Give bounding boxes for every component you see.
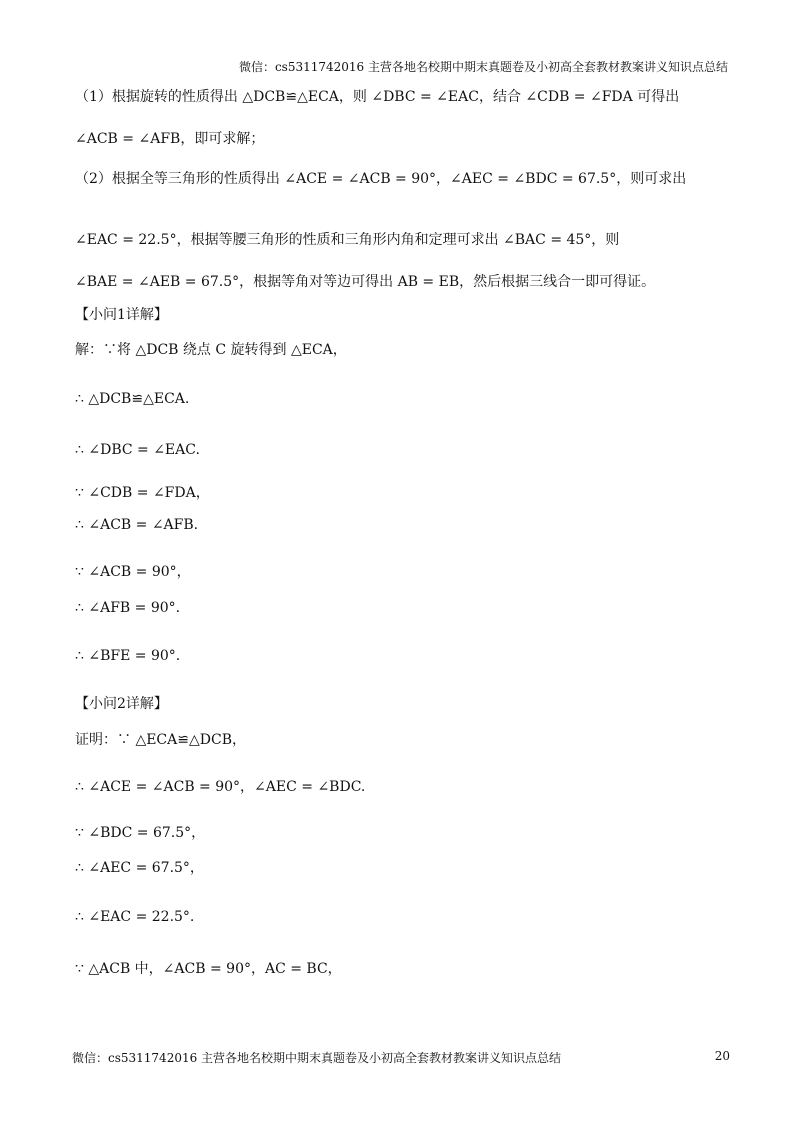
text-line: ∵ △ACB 中，∠ACB = 90°，AC = BC， xyxy=(75,961,342,977)
text-line: ∴ ∠DBC = ∠EAC. xyxy=(75,442,200,458)
text-line: ∠ACB = ∠AFB，即可求解； xyxy=(75,131,265,147)
text-line: ∵ ∠ACB = 90°， xyxy=(75,564,191,580)
text-line: ∵ ∠BDC = 67.5°， xyxy=(75,825,206,841)
text-line: ∴ ∠ACE = ∠ACB = 90°，∠AEC = ∠BDC. xyxy=(75,779,366,795)
text-line: （1）根据旋转的性质得出 △DCB≌△ECA，则 ∠DBC = ∠EAC，结合 ∠CDB = ∠FDA 可得出 xyxy=(75,89,680,105)
text-line: （2）根据全等三角形的性质得出 ∠ACE = ∠ACB = 90°，∠AEC = ∠BDC = 67.5°，则可求出 xyxy=(75,171,687,187)
text-line: ∴ ∠ACB = ∠AFB. xyxy=(75,517,199,533)
page-number: 20 xyxy=(714,1049,730,1063)
text-line: ∴ ∠AEC = 67.5°， xyxy=(75,860,204,876)
text-line: ∵ ∠CDB = ∠FDA， xyxy=(75,485,210,501)
page-header: 微信：cs5311742016 主营各地名校期中期末真题卷及小初高全套教材教案讲义知识点总结 xyxy=(238,60,728,74)
text-line: ∠EAC = 22.5°，根据等腰三角形的性质和三角形内角和定理可求出 ∠BAC = 45°，则 xyxy=(75,232,620,248)
text-line: ∴ ∠BFE = 90°. xyxy=(75,648,181,664)
text-line: ∴ ∠EAC = 22.5°. xyxy=(75,909,195,925)
text-line: 解：∵将 △DCB 绕点 C 旋转得到 △ECA， xyxy=(75,342,347,358)
section-heading: 【小问2详解】 xyxy=(75,696,168,712)
text-line: ∴ △DCB≌△ECA. xyxy=(75,391,190,407)
text-line: 证明：∵ △ECA≌△DCB， xyxy=(75,732,246,748)
text-line: ∠BAE = ∠AEB = 67.5°，根据等角对等边可得出 AB = EB，然后根据三线合一即可得证。 xyxy=(75,274,656,290)
section-heading: 【小问1详解】 xyxy=(75,307,168,323)
text-line: ∴ ∠AFB = 90°. xyxy=(75,600,181,616)
page-footer: 微信：cs5311742016 主营各地名校期中期末真题卷及小初高全套教材教案讲义知识点总结 xyxy=(72,1051,562,1065)
